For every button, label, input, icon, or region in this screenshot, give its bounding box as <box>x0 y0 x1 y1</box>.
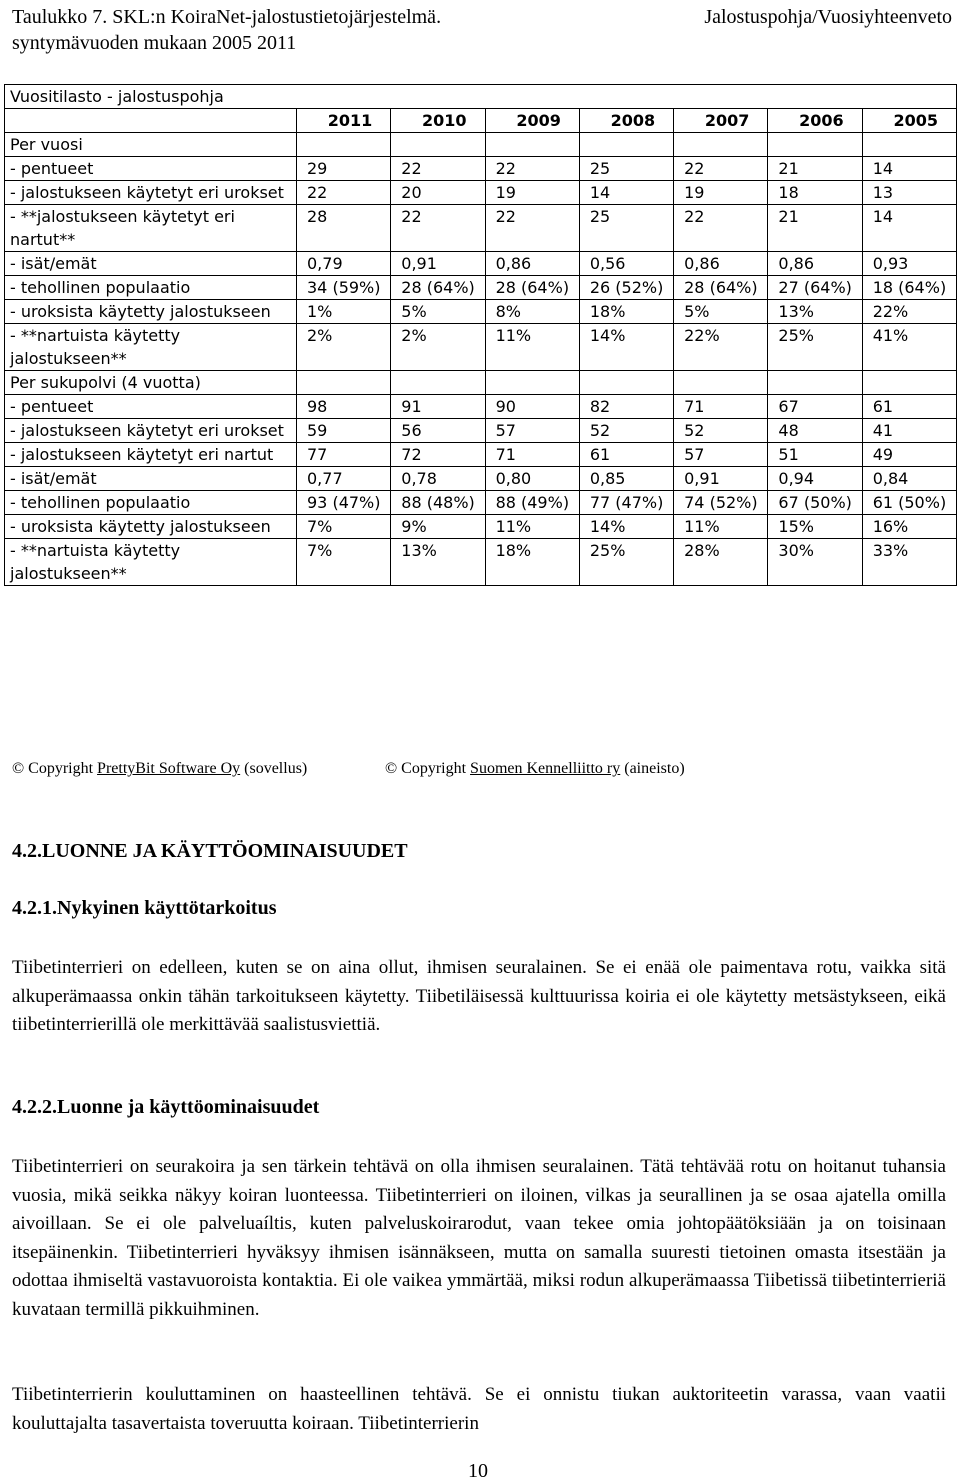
row-label: - tehollinen populaatio <box>5 276 297 300</box>
table-cell: 90 <box>485 395 579 419</box>
table-cell <box>391 371 485 395</box>
table-cell: 0,91 <box>674 467 768 491</box>
table-cell: 30% <box>768 539 862 586</box>
table-section-row <box>5 133 957 157</box>
table-cell <box>297 371 391 395</box>
table-cell: 14% <box>579 515 673 539</box>
table-cell <box>862 371 956 395</box>
table-cell: 0,91 <box>391 252 485 276</box>
table-cell: 1% <box>297 300 391 324</box>
year-header: 2008 <box>579 109 673 133</box>
row-label: - **nartuista käytetty jalostukseen** <box>5 324 297 371</box>
table-cell: 18 (64%) <box>862 276 956 300</box>
table-cell: 51 <box>768 443 862 467</box>
table-row <box>5 276 957 300</box>
table-cell <box>579 133 673 157</box>
table-cell <box>391 133 485 157</box>
kennelliitto-link[interactable]: Suomen Kennelliitto ry <box>470 760 621 777</box>
table-cell: 18% <box>579 300 673 324</box>
breeding-statistics-table <box>4 84 957 586</box>
caption-line2: syntymävuoden mukaan 2005 2011 <box>12 32 297 54</box>
section-heading-luonne: 4.2.LUONNE JA KÄYTTÖOMINAISUUDET <box>12 840 408 862</box>
table-cell: 22 <box>391 157 485 181</box>
table-row <box>5 205 957 252</box>
table-cell: 18 <box>768 181 862 205</box>
table-row <box>5 539 957 586</box>
paragraph-luonne: Tiibetinterrieri on seurakoira ja sen tärkein tehtävä on olla ihmisen seuralainen. Tätä tehtävää rotu on hoitanut tuhansia vuosia, mikä seikka näkyy koiran luonteessa. Tiibetinterrieri on iloinen, vilkas ja seurallinen ja se osaa ajatella omilla aivoillaan. Se ei ole palveluaíltis, kuten palveluskoirarodut, vaan tekee omia johtopäätöksiään ja on toisinaan itsepäinenkin. Tiibetinterrieri hyväksyy ihmisen isännäkseen, mutta on samalla suuresti tietoinen omasta itsestään ja odottaa ihmiseltä vastavuoroista kontaktia. Ei ole vaikea ymmärtää, miksi rodun alkuperämaassa Tiibetissä tiibetinterrieriä kuvataan termillä pikkuihminen. <box>12 1156 946 1320</box>
table-cell: 91 <box>391 395 485 419</box>
table-cell <box>768 133 862 157</box>
row-label: - pentueet <box>5 395 297 419</box>
table-row <box>5 419 957 443</box>
year-header: 2007 <box>674 109 768 133</box>
table-cell: 41% <box>862 324 956 371</box>
table-cell <box>862 133 956 157</box>
subsection-heading-kayttotarkoitus: 4.2.1.Nykyinen käyttötarkoitus <box>12 897 277 919</box>
table-row <box>5 181 957 205</box>
table-cell: 0,78 <box>391 467 485 491</box>
table-cell: 93 (47%) <box>297 491 391 515</box>
table-cell: 29 <box>297 157 391 181</box>
table-cell: 14% <box>579 324 673 371</box>
table-cell: 0,85 <box>579 467 673 491</box>
table-cell: 72 <box>391 443 485 467</box>
table-cell: 28 <box>297 205 391 252</box>
table-cell: 14 <box>579 181 673 205</box>
table-cell: 0,86 <box>674 252 768 276</box>
table-cell: 25 <box>579 157 673 181</box>
table-cell <box>579 371 673 395</box>
table-cell: 14 <box>862 157 956 181</box>
table-cell: 0,79 <box>297 252 391 276</box>
row-label: Per vuosi <box>5 133 297 157</box>
table-cell: 7% <box>297 515 391 539</box>
year-header: 2011 <box>297 109 391 133</box>
table-cell: 22% <box>862 300 956 324</box>
table-cell: 82 <box>579 395 673 419</box>
row-label: - jalostukseen käytetyt eri urokset <box>5 419 297 443</box>
table-cell: 13% <box>391 539 485 586</box>
table-cell: 41 <box>862 419 956 443</box>
table-cell: 13% <box>768 300 862 324</box>
table-cell <box>674 371 768 395</box>
table-row <box>5 157 957 181</box>
header-empty-cell <box>5 109 297 133</box>
table-cell: 28 (64%) <box>391 276 485 300</box>
table-cell: 77 (47%) <box>579 491 673 515</box>
table-cell: 88 (48%) <box>391 491 485 515</box>
table-cell: 2% <box>391 324 485 371</box>
table-cell: 22 <box>485 205 579 252</box>
table-cell: 22% <box>674 324 768 371</box>
table-row <box>5 443 957 467</box>
table-cell: 61 <box>579 443 673 467</box>
table-cell: 98 <box>297 395 391 419</box>
year-header: 2006 <box>768 109 862 133</box>
table-cell: 13 <box>862 181 956 205</box>
table-row <box>5 515 957 539</box>
table-cell: 28 (64%) <box>674 276 768 300</box>
table-cell: 22 <box>674 205 768 252</box>
table-cell: 0,84 <box>862 467 956 491</box>
row-label: Per sukupolvi (4 vuotta) <box>5 371 297 395</box>
table-cell <box>768 371 862 395</box>
table-cell: 28 (64%) <box>485 276 579 300</box>
table-cell: 57 <box>485 419 579 443</box>
table-cell: 56 <box>391 419 485 443</box>
table-cell: 28% <box>674 539 768 586</box>
table-cell: 21 <box>768 157 862 181</box>
table-cell: 0,56 <box>579 252 673 276</box>
table-row <box>5 324 957 371</box>
table-cell: 14 <box>862 205 956 252</box>
copyright-data: © Copyright Suomen Kennelliitto ry (aineisto) <box>385 760 685 777</box>
table-cell: 25% <box>579 539 673 586</box>
table-cell <box>485 371 579 395</box>
paragraph-koulutus: Tiibetinterrierin kouluttaminen on haasteellinen tehtävä. Se ei onnistu tiukan auktoriteetin varassa, vaan vaatii kouluttajalta tasavertaista toveruutta koiraan. Tiibetinterrierin <box>12 1384 946 1434</box>
table-cell: 67 (50%) <box>768 491 862 515</box>
table-row <box>5 491 957 515</box>
table-cell: 57 <box>674 443 768 467</box>
table-cell: 22 <box>297 181 391 205</box>
row-label: - uroksista käytetty jalostukseen <box>5 515 297 539</box>
table-cell: 8% <box>485 300 579 324</box>
year-header: 2010 <box>391 109 485 133</box>
table-cell: 11% <box>485 515 579 539</box>
table-cell: 61 <box>862 395 956 419</box>
table-cell: 11% <box>485 324 579 371</box>
table-cell: 52 <box>674 419 768 443</box>
row-label: - tehollinen populaatio <box>5 491 297 515</box>
table-cell: 7% <box>297 539 391 586</box>
copyright-symbol: © <box>12 760 25 777</box>
paragraph-kayttotarkoitus: Tiibetinterrieri on edelleen, kuten se on aina ollut, ihmisen seuralainen. Se ei enää ole paimentava rotu, vaikka sitä alkuperämaassa onkin tähän tarkoitukseen käytetty. Tiibetiläisessä kulttuurissa koiria ei ole käytetty metsästykseen, eikä tiibetinterrierillä ole merkittävää saalistusviettiä. <box>12 957 946 1036</box>
subsection-heading-luonne: 4.2.2.Luonne ja käyttöominaisuudet <box>12 1096 320 1118</box>
table-caption <box>12 4 952 56</box>
table-cell: 33% <box>862 539 956 586</box>
table-title: Vuositilasto - jalostuspohja <box>5 85 957 109</box>
row-label: - isät/emät <box>5 467 297 491</box>
table-cell: 0,86 <box>768 252 862 276</box>
table-cell: 25% <box>768 324 862 371</box>
table-cell: 22 <box>674 157 768 181</box>
table-cell <box>674 133 768 157</box>
table-cell: 0,77 <box>297 467 391 491</box>
table-cell: 48 <box>768 419 862 443</box>
table-header-row <box>5 109 957 133</box>
year-header: 2009 <box>485 109 579 133</box>
table-cell: 19 <box>485 181 579 205</box>
table-cell: 2% <box>297 324 391 371</box>
row-label: - jalostukseen käytetyt eri nartut <box>5 443 297 467</box>
table-cell: 88 (49%) <box>485 491 579 515</box>
table-title-row <box>5 85 957 109</box>
table-cell: 21 <box>768 205 862 252</box>
table-cell: 22 <box>391 205 485 252</box>
table-cell: 0,80 <box>485 467 579 491</box>
table-cell: 5% <box>674 300 768 324</box>
table-row <box>5 395 957 419</box>
row-label: - uroksista käytetty jalostukseen <box>5 300 297 324</box>
table-cell: 16% <box>862 515 956 539</box>
table-cell: 0,93 <box>862 252 956 276</box>
row-label: - **jalostukseen käytetyt eri nartut** <box>5 205 297 252</box>
table-cell: 9% <box>391 515 485 539</box>
caption-left: Taulukko 7. SKL:n KoiraNet-jalostustietojärjestelmä. <box>12 6 442 28</box>
table-cell: 49 <box>862 443 956 467</box>
table-row <box>5 300 957 324</box>
year-header: 2005 <box>862 109 956 133</box>
table-row <box>5 467 957 491</box>
table-cell: 67 <box>768 395 862 419</box>
table-cell: 18% <box>485 539 579 586</box>
table-cell: 22 <box>485 157 579 181</box>
table-cell: 27 (64%) <box>768 276 862 300</box>
table-cell: 25 <box>579 205 673 252</box>
table-cell <box>485 133 579 157</box>
table-cell: 34 (59%) <box>297 276 391 300</box>
table-cell <box>297 133 391 157</box>
table-cell: 59 <box>297 419 391 443</box>
table-cell: 71 <box>485 443 579 467</box>
table-cell: 26 (52%) <box>579 276 673 300</box>
table-cell: 19 <box>674 181 768 205</box>
caption-right: Jalostuspohja/Vuosiyhteenveto <box>704 6 952 28</box>
table-cell: 61 (50%) <box>862 491 956 515</box>
copyright-software: © Copyright PrettyBit Software Oy (sovellus) <box>12 760 308 777</box>
table-cell: 5% <box>391 300 485 324</box>
row-label: - jalostukseen käytetyt eri urokset <box>5 181 297 205</box>
copyright-symbol: © <box>385 760 398 777</box>
table-cell: 20 <box>391 181 485 205</box>
table-cell: 0,86 <box>485 252 579 276</box>
row-label: - pentueet <box>5 157 297 181</box>
table-cell: 52 <box>579 419 673 443</box>
table-cell: 0,94 <box>768 467 862 491</box>
table-cell: 71 <box>674 395 768 419</box>
row-label: - **nartuista käytetty jalostukseen** <box>5 539 297 586</box>
copyright-line <box>12 758 685 780</box>
table-cell: 74 (52%) <box>674 491 768 515</box>
table-cell: 15% <box>768 515 862 539</box>
row-label: - isät/emät <box>5 252 297 276</box>
prettybit-link[interactable]: PrettyBit Software Oy <box>97 760 241 777</box>
table-row <box>5 252 957 276</box>
table-cell: 11% <box>674 515 768 539</box>
table-section-row <box>5 371 957 395</box>
table-cell: 77 <box>297 443 391 467</box>
page-number: 10 <box>468 1460 488 1482</box>
